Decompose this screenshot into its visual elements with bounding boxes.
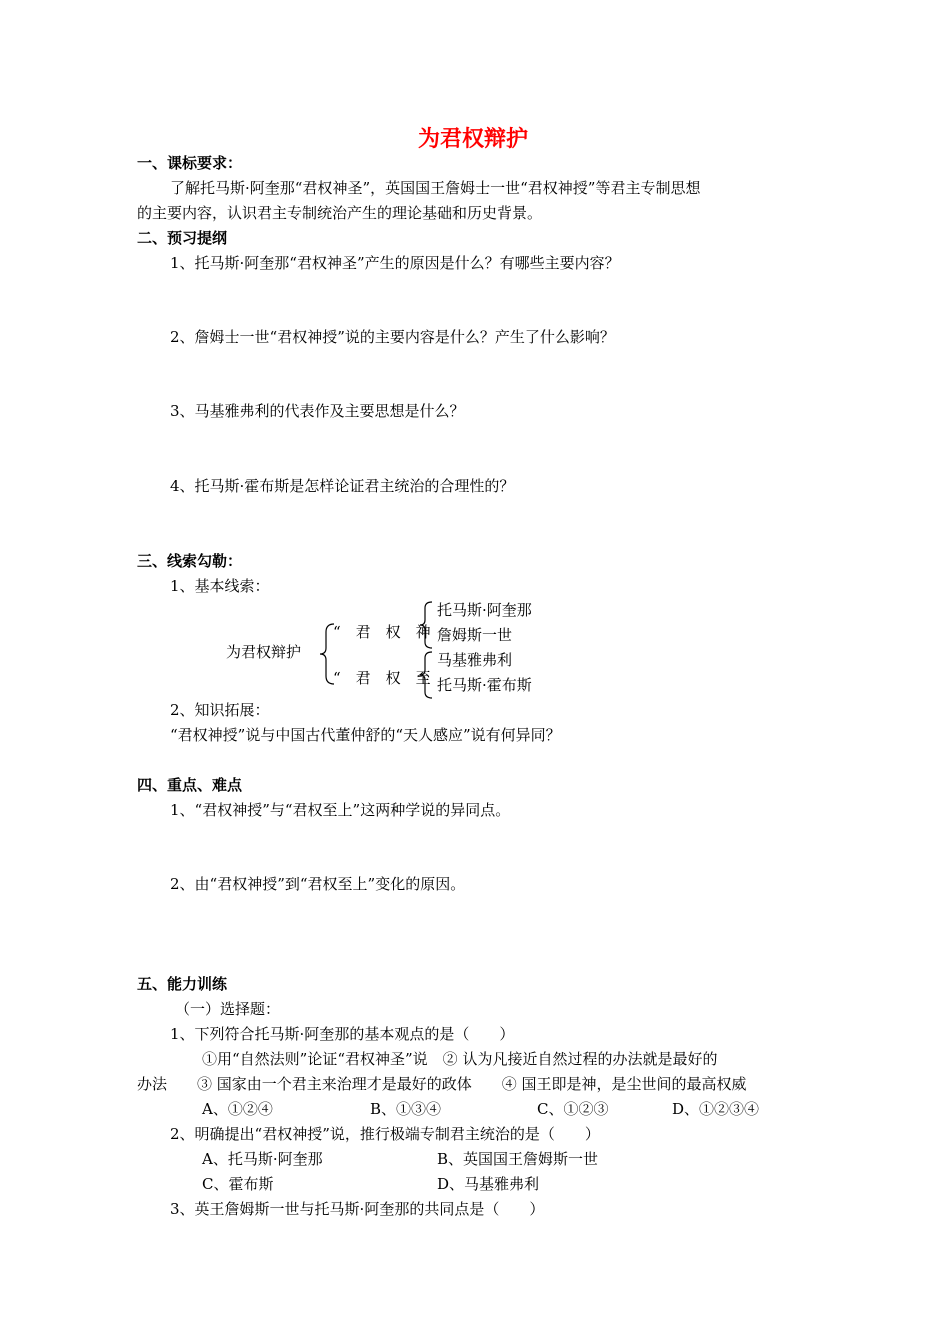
preview-question-2: 2、詹姆士一世“君权神授”说的主要内容是什么？产生了什么影响？ — [170, 328, 615, 346]
curriculum-text-line2: 的主要内容，认识君主专制统治产生的理论基础和历史背景。 — [137, 204, 543, 222]
question-1-option-a: A、①②④ — [202, 1100, 273, 1118]
key-point-2: 2、由“君权神授”到“君权至上”变化的原因。 — [170, 875, 466, 893]
question-1-option-d: D、①②③④ — [672, 1100, 760, 1118]
question-1-line2: 办法 ③ 国家由一个君主来治理才是最好的政体 ④ 国王即是神，是尘世间的最高权威 — [137, 1075, 747, 1093]
page-title: 为君权辩护 — [418, 126, 529, 152]
extension-question: “君权神授”说与中国古代董仲舒的“天人感应”说有何异同？ — [170, 726, 561, 744]
diagram-branch-supreme: “ 君 权 至 — [333, 669, 431, 687]
diagram-upper-brace — [418, 600, 434, 650]
question-2-option-b: B、英国国王詹姆斯一世 — [437, 1150, 599, 1168]
diagram-leaf-aquinas: 托马斯·阿奎那 — [437, 601, 532, 619]
question-2-option-c: C、霍布斯 — [202, 1175, 274, 1193]
question-2-option-d: D、马基雅弗利 — [437, 1175, 540, 1193]
question-2-stem: 2、明确提出“君权神授”说，推行极端专制君主统治的是（ ） — [170, 1125, 600, 1143]
section-heading-key-points: 四、重点、难点 — [137, 776, 243, 794]
question-1-line1: ①用“自然法则”论证“君权神圣”说 ② 认为凡接近自然过程的办法就是最好的 — [202, 1050, 718, 1068]
section-heading-preview: 二、预习提纲 — [137, 229, 228, 247]
preview-question-3: 3、马基雅弗利的代表作及主要思想是什么？ — [170, 402, 465, 420]
training-part-choice: （一）选择题： — [175, 1000, 281, 1018]
diagram-root: 为君权辩护 — [226, 643, 302, 661]
question-1-option-b: B、①③④ — [370, 1100, 442, 1118]
diagram-leaf-machiavelli: 马基雅弗利 — [437, 651, 513, 669]
question-1-option-c: C、①②③ — [537, 1100, 609, 1118]
question-3-stem: 3、英王詹姆斯一世与托马斯·阿奎那的共同点是（ ） — [170, 1200, 545, 1218]
question-1-stem: 1、下列符合托马斯·阿奎那的基本观点的是（ ） — [170, 1025, 515, 1043]
section-heading-curriculum: 一、课标要求： — [137, 154, 243, 172]
diagram-leaf-james: 詹姆斯一世 — [437, 626, 513, 644]
diagram-branch-divine: “ 君 权 神 — [333, 623, 431, 641]
curriculum-text-line1: 了解托马斯·阿奎那“君权神圣”，英国国王詹姆士一世“君权神授”等君主专制思想 — [170, 179, 701, 197]
clues-subheading-extension: 2、知识拓展： — [170, 701, 270, 719]
question-2-option-a: A、托马斯·阿奎那 — [202, 1150, 323, 1168]
section-heading-training: 五、能力训练 — [137, 975, 228, 993]
diagram-lower-brace — [418, 650, 434, 700]
section-heading-clues: 三、线索勾勒： — [137, 552, 243, 570]
clues-subheading-basic: 1、基本线索： — [170, 577, 270, 595]
key-point-1: 1、“君权神授”与“君权至上”这两种学说的异同点。 — [170, 801, 511, 819]
preview-question-1: 1、托马斯·阿奎那“君权神圣”产生的原因是什么？有哪些主要内容？ — [170, 254, 620, 272]
preview-question-4: 4、托马斯·霍布斯是怎样论证君主统治的合理性的？ — [170, 477, 515, 495]
diagram-leaf-hobbes: 托马斯·霍布斯 — [437, 676, 532, 694]
